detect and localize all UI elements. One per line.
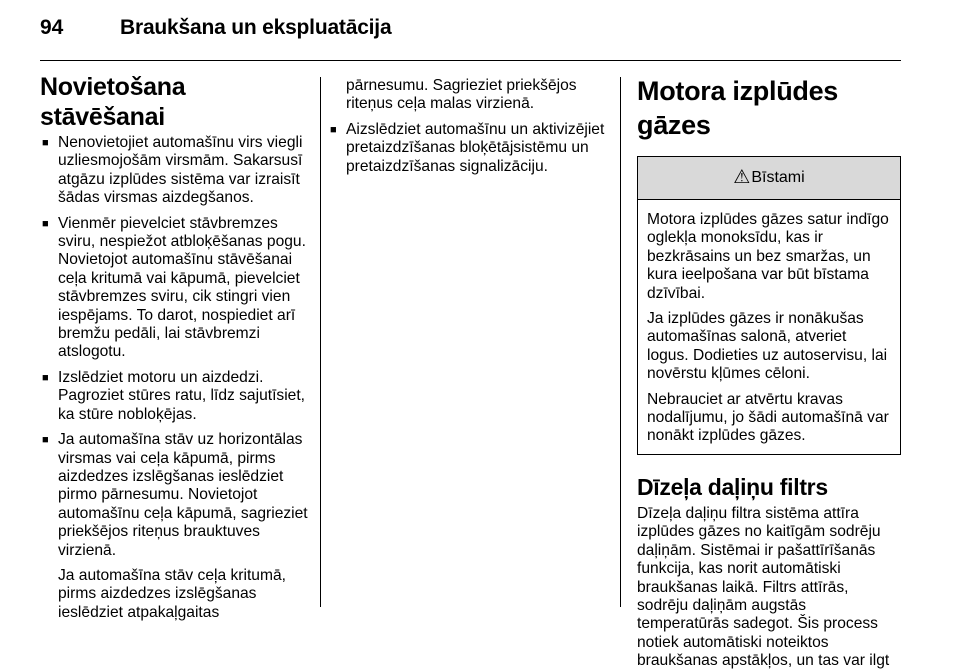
list-item (328, 121, 610, 176)
parking-bullet-list (40, 134, 312, 622)
column-left (40, 72, 312, 629)
warning-paragraph: Motora izplūdes gāzes satur indīgo oglekļa monoksīdu, kas ir bezkrāsains un bez smaržas, un kura ieelpošana var būt bīstama dzīvībai. (647, 211, 889, 302)
filter-text: Dīzeļa daļiņu filtra sistēma attīra izplūdes gāzes no kaitīgām sodrēju daļiņām. Sistēmai ir pašattīrīšanās funkcija, kas norit automātiski braukšanas laikā. Filtrs attīrās, sodrēju daļiņām augstās temperatūrās sadegot. Šis process notiek automātiski noteiktos braukšanas apstākļos, un tas var ilgt (637, 504, 890, 670)
list-item-text: Ja automašīna stāv uz horizontālas virsmas vai ceļa kāpumā, pirms aizdedzes izslēgšanas ieslēdziet pirmo pārnesumu. Novietojot automašīnu ceļa kāpumā, sagrieziet priekšējos riteņus brauktuves virzienā. (58, 431, 308, 559)
warning-paragraph: Ja izplūdes gāzes ir nonākušas automašīnas salonā, atveriet logus. Dodieties uz autoservisu, lai novērstu kļūmes cēloni. (647, 310, 888, 383)
section-title-parking: Novietošana stāvēšanai (40, 73, 186, 131)
section-title-filter: Dīzeļa daļiņu filtrs (637, 473, 828, 500)
bullet-square-icon: ■ (42, 137, 49, 149)
list-item-text: Izslēdziet motoru un aizdedzi. Pagroziet stūres ratu, līdz sajutīsiet, ka stūre nobloķējas. (58, 368, 306, 423)
column-right (637, 72, 902, 671)
list-item-text: Ja automašīna stāv ceļa kritumā, pirms aizdedzes izslēgšanas ieslēdziet atpakaļgaitas (58, 566, 286, 621)
warning-box (637, 156, 901, 455)
page-number: 94 (40, 16, 64, 39)
warning-header (638, 157, 900, 200)
section-title-exhaust: Motora izplūdes gāzes (637, 76, 839, 140)
warning-label: Bīstami (751, 168, 805, 186)
column-divider (320, 77, 321, 607)
list-item-text: Aizslēdziet automašīnu un aktivizējiet pretaizdzīšanas bloķētājsistēmu un pretaizdzīšanas signalizāciju. (346, 120, 605, 175)
warning-body (638, 200, 900, 454)
bullet-square-icon: ■ (42, 434, 49, 447)
bullet-square-icon: ■ (42, 371, 49, 384)
column-middle (328, 77, 610, 183)
bullet-square-icon: ■ (42, 217, 49, 230)
warning-paragraph: Nebrauciet ar atvērtu kravas nodalījumu, jo šādi automašīnā var nonākt izplūdes gāzes. (647, 390, 889, 445)
list-item (40, 134, 312, 208)
warning-triangle-icon: ⚠ (733, 166, 751, 188)
list-item-text: Vienmēr pievelciet stāvbremzes sviru, nespiežot atbloķēšanas pogu. Novietojot automašīnu stāvēšanai ceļa kritumā vai kāpumā, pievelciet stāvbremzes sviru, cik stingri vien iespējams. To darot, nospiediet arī bremžu pedāli, lai stāvbremzi atslogotu. (58, 214, 306, 361)
list-item-text: Nenovietojiet automašīnu virs viegli uzliesmojošām virsmām. Sakarsusī atgāzu izplūdes sistēma var izraisīt šādas virsmas aizdegšanos. (58, 134, 303, 207)
column-divider (620, 77, 621, 607)
list-item (40, 215, 312, 362)
header-rule (40, 60, 901, 61)
parking-bullet-list-continued (328, 121, 610, 176)
chapter-title: Braukšana un ekspluatācija (120, 16, 392, 39)
list-item (40, 431, 312, 622)
continued-text: pārnesumu. Sagrieziet priekšējos riteņus ceļa malas virzienā. (346, 77, 577, 113)
list-item (40, 369, 312, 424)
bullet-square-icon: ■ (330, 123, 337, 136)
